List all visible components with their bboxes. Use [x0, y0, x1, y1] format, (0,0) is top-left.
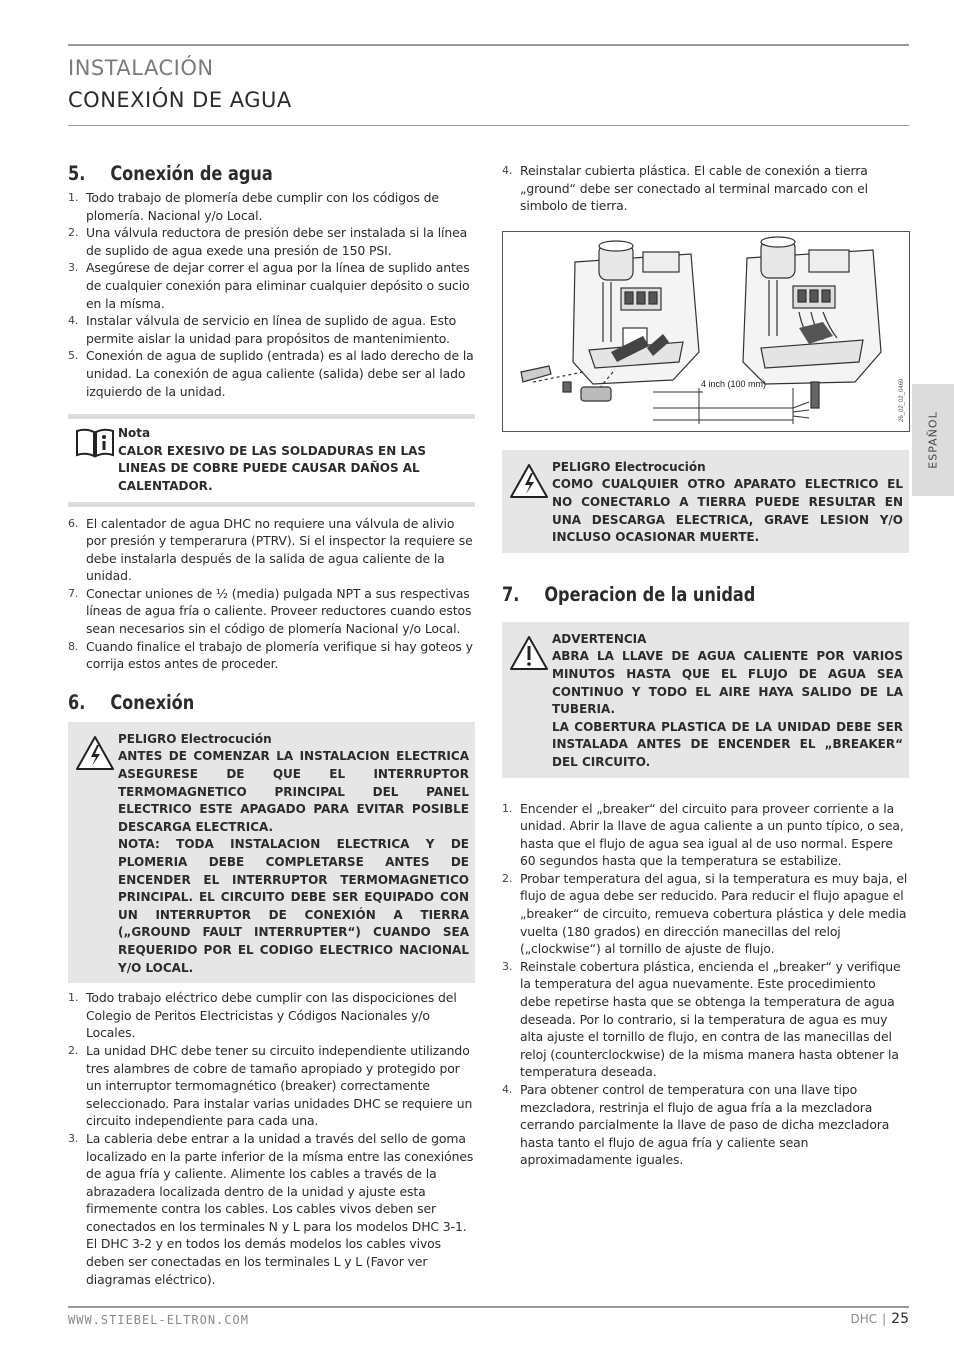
section-7-title: Operacion de la unidad	[544, 582, 756, 606]
note-text: CALOR EXESIVO DE LAS SOLDADURAS EN LAS LINEAS DE COBRE PUEDE CAUSAR DAÑOS AL CALENTADOR.	[118, 443, 427, 493]
warning-box	[502, 622, 909, 778]
note-box	[68, 414, 475, 506]
list-item: 6. El calentador de agua DHC no requiere una válvula de alivio por presión y temperarura (PTRV). Si el inspector la requiere se debe instalarla después de la salida de agua caliente de la unidad.	[68, 515, 473, 584]
section-5-list-continued	[68, 515, 475, 673]
warning-text: ABRA LA LLAVE DE AGUA CALIENTE POR VARIOS MINUTOS HASTA QUE EL FLUJO DE AGUA SEA CONTINUO Y TODO EL AIRE HAYA SALIDO DE LA TUBERIA.	[552, 649, 903, 717]
footer-page-info	[850, 1311, 909, 1327]
section-7-heading	[502, 583, 876, 606]
section-5-title: Conexión de agua	[110, 162, 273, 185]
danger-box-2	[502, 450, 909, 553]
list-item: 1. Encender el „breaker“ del circuito para proveer corriente a la unidad. Abrir la llave de agua caliente a un punto típico, o sea, hasta que el flujo de agua sea igual al de uso normal. Espere 60 segundos hasta que la temperatura se estabilize.	[502, 800, 904, 869]
page-number: 25	[891, 1311, 909, 1327]
list-item: 2. La unidad DHC debe tener su circuito independiente utilizando tres alambres de cobre de tamaño apropiado y protegido por un interruptor termomagnético (breaker) correctamente seleccionado. Para instalar varias unidades DHC se requiere un circuito independiente para cada una.	[68, 1042, 473, 1129]
note-label: Nota	[118, 426, 151, 441]
section-7-list	[502, 800, 909, 1169]
section-6-list	[68, 989, 475, 1288]
list-item: 2. Probar temperatura del agua, si la temperatura es muy baja, el flujo de agua debe ser reducido. Para reducir el flujo apague el „breaker“ de circuito, remueva cobertura plástica y dele media vuelta (180 grados) en dirección manecillas del reloj („clockwise“) al tornillo de ajuste de flujo.	[502, 870, 908, 957]
footer-rule	[68, 1306, 909, 1308]
list-item: 3. Reinstale cobertura plástica, encienda el „breaker“ y verifique la temperatura del agua nuevamente. Este procedimiento debe repetirse hasta que se obtenga la temperatura de agua deseada. Por lo contrario, si la temperatura de agua es muy alta ajuste el tornillo de flujo, en contra de las manecillas del reloj (counterclockwise) de la misma manera hasta obtener la temperatura deseada.	[502, 958, 901, 1080]
section-6-title: Conexión	[110, 690, 195, 714]
warning-label: ADVERTENCIA	[552, 631, 647, 646]
language-tab[interactable]	[912, 384, 954, 496]
heater-diagram	[503, 232, 909, 431]
header-title: CONEXIÓN DE AGUA	[68, 88, 292, 112]
list-item: 7. Conectar uniones de ½ (media) pulgada NPT a sus respectivas líneas de agua fría o caliente. Proveer reductores cuando estos sean necesarios sin el código de plomería Nacional y/o Local.	[68, 585, 472, 637]
danger-box	[68, 722, 475, 983]
book-info-icon	[72, 425, 118, 495]
list-item: 8. Cuando finalice el trabajo de plomería verifique si hay goteos y corrija estos antes de proceder.	[68, 638, 473, 672]
language-tab-label: ESPAÑOL	[926, 411, 940, 469]
header-top-rule	[68, 44, 909, 46]
electric-hazard-icon	[72, 731, 118, 977]
list-item: 4. Reinstalar cubierta plástica. El cable de conexión a tierra „ground“ debe ser conectado al terminal marcado con el simbolo de tierra.	[502, 163, 868, 214]
installation-figure	[502, 231, 910, 432]
list-item: 4. Instalar válvula de servicio en línea de suplido de agua. Esto permite aislar la unidad para propósitos de mantenimiento.	[68, 313, 457, 346]
footer-separator: |	[882, 1312, 887, 1326]
header-bottom-rule	[68, 125, 909, 126]
warning-icon	[506, 631, 552, 772]
footer-website-link[interactable]: WWW.STIEBEL-ELTRON.COM	[68, 1313, 249, 1327]
right-column	[502, 162, 909, 1169]
electric-hazard-icon	[506, 459, 552, 547]
list-item: 4. Para obtener control de temperatura con una llave tipo mezcladora, restrinja el flujo de agua fría a la mezcladora cerrando parcialmente la llave de paso de dicha mezcladora hasta tanto el flujo de agua fría y caliente sean aproximadamente iguales.	[502, 1082, 890, 1168]
section-5-heading	[68, 162, 442, 185]
danger-label: PELIGRO Electrocución	[552, 459, 706, 474]
section-6-list-continued	[502, 162, 909, 215]
list-item: 2. Una válvula reductora de presión debe ser instalada si la línea de suplido de agua exede una presión de 150 PSI.	[68, 225, 468, 258]
list-item: 1. Todo trabajo eléctrico debe cumplir con las dispociciones del Colegio de Peritos Electricistas y Códigos Nacionales y/o Locales.	[68, 990, 457, 1041]
danger-text: COMO CUALQUIER OTRO APARATO ELECTRICO EL NO CONECTARLO A TIERRA PUEDE RESULTAR EN UNA DESCARGA ELECTRICA, GRAVE LESION Y/O INCLUSO OCASIONAR MUERTE.	[552, 477, 903, 545]
section-5-number: 5.	[68, 162, 86, 185]
left-column	[68, 162, 475, 1288]
list-item: 1. Todo trabajo de plomería debe cumplir con los códigos de plomería. Nacional y/o Local.	[68, 190, 439, 223]
section-7-number: 7.	[502, 582, 520, 606]
section-6-number: 6.	[68, 690, 86, 714]
danger-label: PELIGRO Electrocución	[118, 731, 272, 746]
section-5-list	[68, 189, 475, 400]
list-item: 3. Asegúrese de dejar correr el agua por la línea de suplido antes de cualquier conexión para eliminar cualquier depósito o sucio en la mísma.	[68, 260, 470, 311]
danger-note-text: NOTA: TODA INSTALACION ELECTRICA Y DE PLOMERIA DEBE COMPLETARSE ANTES DE ENCENDER EL INTERRUPTOR TERMOMAGNETICO PRINCIPAL. EL CIRCUITO DEBE SER EQUIPADO CON UN INTERRUPTOR DE CONEXIÓN A TIERRA („GROUND FAULT INTERRUPTER“) CUANDO SEA REQUERIDO POR EL CODIGO ELECTRICO NACIONAL Y/O LOCAL.	[118, 837, 469, 975]
header-category: INSTALACIÓN	[68, 56, 214, 80]
warning-text-2: LA COBERTURA PLASTICA DE LA UNIDAD DEBE SER INSTALADA ANTES DE ENCENDER EL „BREAKER“ DEL CIRCUITO.	[552, 719, 903, 769]
dimension-label: 4 inch (100 mm)	[701, 378, 767, 389]
footer-product: DHC	[850, 1312, 878, 1326]
figure-code: 26_02_02_0469	[899, 378, 905, 422]
danger-text: ANTES DE COMENZAR LA INSTALACION ELECTRICA ASEGURESE DE QUE EL INTERRUPTOR TERMOMAGNETICO PRINCIPAL DEL PANEL ELECTRICO ESTE APAGADO PARA EVITAR POSIBLE DESCARGA ELECTRICA.	[118, 749, 469, 834]
list-item: 5. Conexión de agua de suplido (entrada) es al lado derecho de la unidad. La conexión de agua caliente (salida) debe ser al lado izquierdo de la unidad.	[68, 348, 474, 399]
section-6-heading	[68, 691, 442, 714]
list-item: 3. La cableria debe entrar a la unidad a través del sello de goma localizado en la parte inferior de la mísma entre las conexiónes de agua fría y caliente. Alimente los cables a través de la abrazadera localizada dentro de la unidad y ajuste esta firmemente contra los cables. Los cables vivos deben ser conectados en los terminales N y L para los modelos DHC 3-1. El DHC 3-2 y en todos los demás modelos los cables vivos deben ser conectadas en los terminales L y L (Favor ver diagramas eléctrico).	[68, 1130, 474, 1287]
